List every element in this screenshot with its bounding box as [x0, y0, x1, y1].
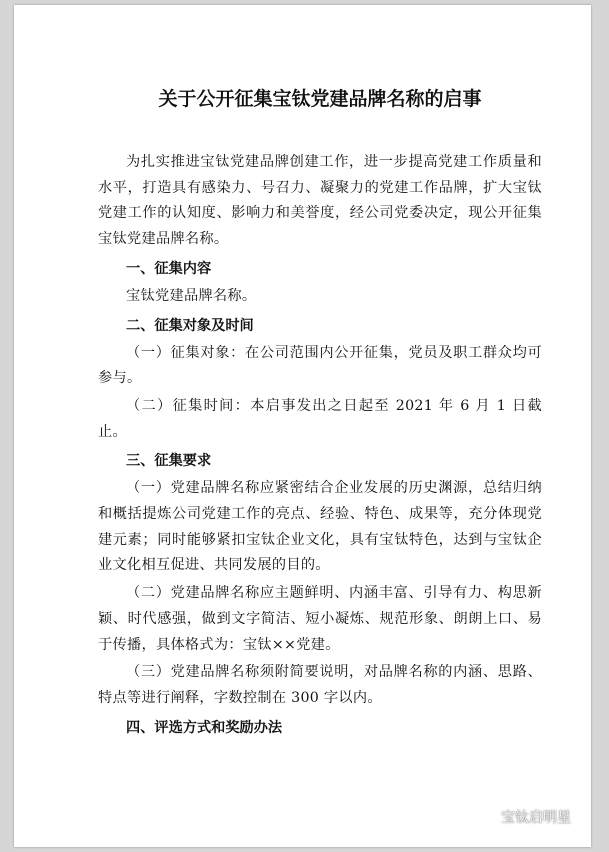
document-page [14, 5, 591, 847]
section-content-paragraph: 宝钛党建品牌名称。 [126, 287, 257, 304]
section-heading-requirements: 三、征集要求 [126, 453, 212, 470]
intro-paragraph: 为扎实推进宝钛党建品牌创建工作，进一步提高党建工作质量和水平，打造具有感染力、号召力、凝聚力的党建工作品牌，扩大宝钛党建工作的认知度、影响力和美誉度，经公司党委决定，现公开征集宝钛党建品牌名称。 [98, 154, 542, 248]
requirement-paragraph-2: （二）党建品牌名称应主题鲜明、内涵丰富、引导有力、构思新颖、时代感强，做到文字简洁、短小凝炼、规范形象、朗朗上口、易于传播，具体格式为：宝钛××党建。 [98, 585, 542, 653]
requirement-paragraph-3: （三）党建品牌名称须附简要说明，对品牌名称的内涵、思路、特点等进行阐释，字数控制在 300 字以内。 [98, 664, 542, 706]
watermark-label: 宝钛启明星 [501, 810, 571, 826]
wechat-icon [479, 809, 497, 825]
wechat-watermark [479, 807, 571, 827]
section-heading-target-and-time: 二、征集对象及时间 [126, 317, 254, 334]
document-title: 关于公开征集宝钛党建品牌名称的启事 [158, 88, 482, 110]
section-heading-evaluation: 四、评选方式和奖励办法 [126, 719, 283, 736]
target-paragraph: （一）征集对象：在公司范围内公开征集，党员及职工群众均可参与。 [98, 344, 542, 387]
time-paragraph: （二）征集时间：本启事发出之日起至 2021 年 6 月 1 日截止。 [98, 397, 542, 440]
document-body [98, 85, 542, 743]
requirement-paragraph-1: （一）党建品牌名称应紧密结合企业发展的历史渊源，总结归纳和概括提炼公司党建工作的亮点、经验、特色、成果等，充分体现党建元素；同时能够紧扣宝钛企业文化，具有宝钛特色，达到与宝钛企业文化相互促进、共同发展的目的。 [98, 480, 542, 574]
section-heading-content: 一、征集内容 [126, 260, 212, 277]
